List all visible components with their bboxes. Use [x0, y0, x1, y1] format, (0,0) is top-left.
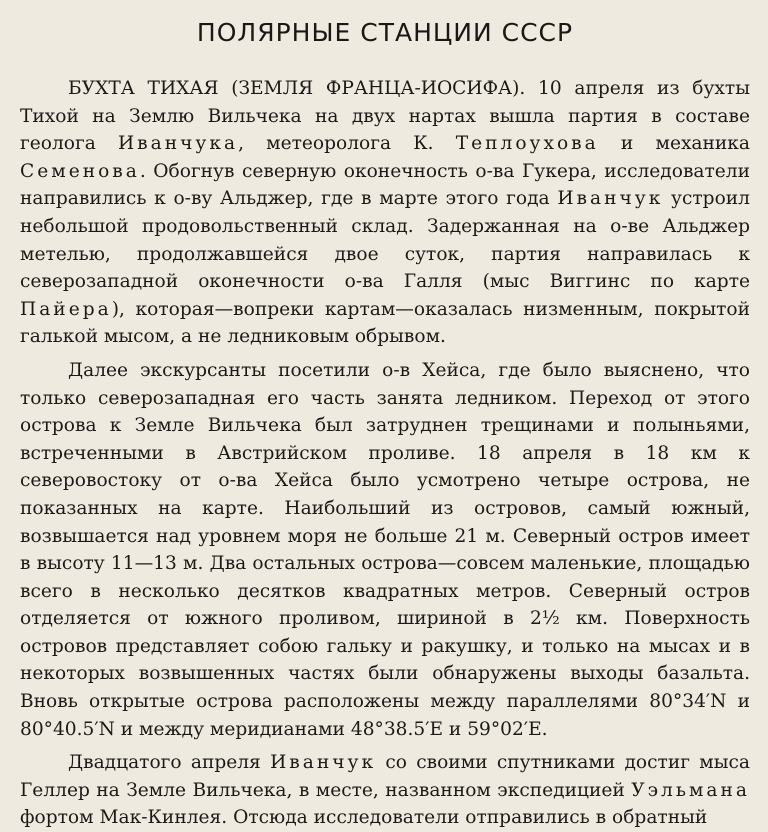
paragraph-2: Далее экскурсанты посетили о-в Хейса, где было выяснено, что только северозападная его часть занята ледником. Переход от этого острова к Земле Вильчека был затруднен трещинами и полыньями, встреченными в Австрийском проливе. 18 апреля в 18 км к северовостоку от о-ва Хейса было усмотрено четыре острова, не показанных на карте. Наибольший из островов, самый южный, возвышается над уровнем моря не больше 21 м. Северный остров имеет в высоту 11—13 м. Два остальных острова—совсем маленькие, площадью всего в несколько десятков квадратных метров. Северный остров отделяется от южного проливом, шириной в 2½ км. Поверхность островов представляет собою гальку и ракушку, и только на мысах и в некоторых возвышенных частях были обнаружены выходы базальта. Вновь открытые острова расположены между параллелями 80°34′N и 80°40.5′N и между меридианами 48°38.5′E и 59°02′E. — [20, 359, 750, 740]
person-name: Семенова — [20, 160, 140, 182]
text-run: фортом Мак-Кинлея. Отсюда исследователи отправились в обратный — [20, 807, 708, 829]
text-run: со своими спутниками достиг мыса Геллер на Земле Вильчека, в месте, названном экспедицией — [20, 752, 751, 801]
person-name: Пайера — [20, 298, 112, 320]
person-name: Теплоухова — [455, 133, 599, 155]
person-name: Иванчук — [270, 752, 377, 774]
text-run: Двадцатого апреля — [68, 752, 271, 774]
person-name: Иванчука — [117, 133, 239, 155]
text-run: и механика — [598, 133, 751, 155]
text-run: ), которая—вопреки картам—оказалась низменным, покрытой галькой мысом, а не ледниковым обрывом. — [20, 298, 750, 348]
paragraph-1 — [20, 75, 750, 351]
lead-heading: БУХТА ТИХАЯ (ЗЕМЛЯ ФРАНЦА-ИОСИФА). — [68, 78, 526, 99]
page-title: ПОЛЯРНЫЕ СТАНЦИИ СССР — [196, 18, 574, 47]
text-run: 10 апреля из бухты Тихой на Землю Вильчека на двух нартах вышла партия в составе геолога — [20, 78, 751, 155]
person-name: Иванчук — [557, 188, 664, 210]
text-run: . Обогнув северную оконечность о-ва Гукера, исследователи направились к о-ву Альджер, где в марте этого года — [20, 160, 750, 210]
text-run: устроил небольшой продовольственный склад. Задержанная на о-ве Альджер метелью, продолжавшейся двое суток, партия направилась к северозападной оконечности о-ва Галля (мыс Виггинс по карте — [20, 188, 750, 293]
paragraph-3 — [20, 749, 750, 832]
text-run: , метеоролога К. — [238, 133, 456, 155]
person-name: Уэльмана — [631, 779, 750, 801]
